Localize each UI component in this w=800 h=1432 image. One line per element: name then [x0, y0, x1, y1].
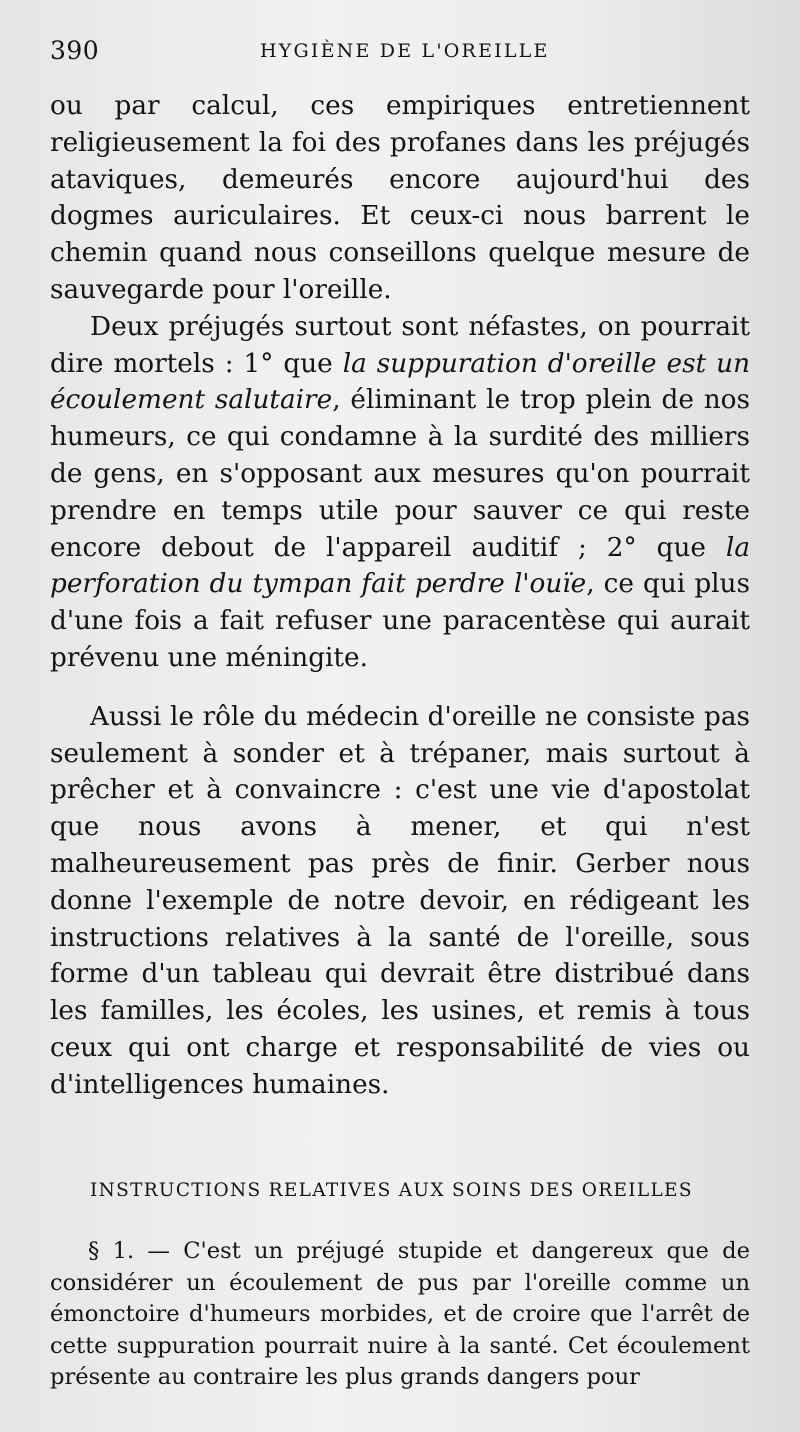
paragraph-continuation: ou par calcul, ces empiriques entretiennent religieusement la foi des profanes dans les préjugés ataviques, demeurés encore aujourd'hui des dogmes auriculaires. Et ceux-ci nous barrent le chemin quand nous conseillons quelque mesure de sauvegarde pour l'oreille.: [50, 91, 750, 305]
page-header: [50, 36, 748, 70]
section-heading: INSTRUCTIONS RELATIVES AUX SOINS DES OREILLES: [90, 1180, 693, 1201]
page-number: 390: [50, 36, 100, 65]
instructions-text: [50, 1236, 750, 1394]
paragraph-prejudices: [50, 309, 750, 677]
body-text: [50, 88, 750, 1104]
paragraph-role-medecin: Aussi le rôle du médecin d'oreille ne consiste pas seulement à sonder et à trépaner, mais surtout à prêcher et à convaincre : c'est une vie d'apostolat que nous avons à mener, et qui n'est malheureusement pas près de finir. Gerber nous donne l'exemple de notre devoir, en rédigeant les instructions relatives à la santé de l'oreille, sous forme d'un tableau qui devrait être distribué dans les familles, les écoles, les usines, et remis à tous ceux qui ont charge et responsabilité de vies ou d'intelligences humaines.: [50, 701, 750, 1100]
article-1: § 1. — C'est un préjugé stupide et dangereux que de considérer un écoulement de pus par l'oreille comme un émonctoire d'humeurs morbides, et de croire que l'arrêt de cette suppuration pourrait nuire à la santé. Cet écoulement présente au contraire les plus grands dangers pour: [50, 1238, 750, 1391]
paragraph-segment: , ce qui plus d'une fois a fait refuser une paracentèse qui aurait prévenu une méningite.: [50, 569, 750, 673]
running-title: HYGIÈNE DE L'OREILLE: [260, 40, 550, 62]
paragraph-segment: , éliminant le trop plein de nos humeurs, ce qui condamne à la surdité des milliers de gens, en s'opposant aux mesures qu'on pourrait prendre en temps utile pour sauver ce qui reste encore debout de l'appareil auditif ; 2° que: [50, 385, 751, 563]
italic-phrase-perforation: la perforation du tympan fait perdre l'ouïe: [50, 532, 750, 600]
paragraph-segment: Deux préjugés surtout sont néfastes, on pourrait dire mortels : 1° que: [50, 311, 750, 379]
italic-phrase-suppuration: la suppuration d'oreille est un écoulement salutaire: [50, 348, 751, 416]
